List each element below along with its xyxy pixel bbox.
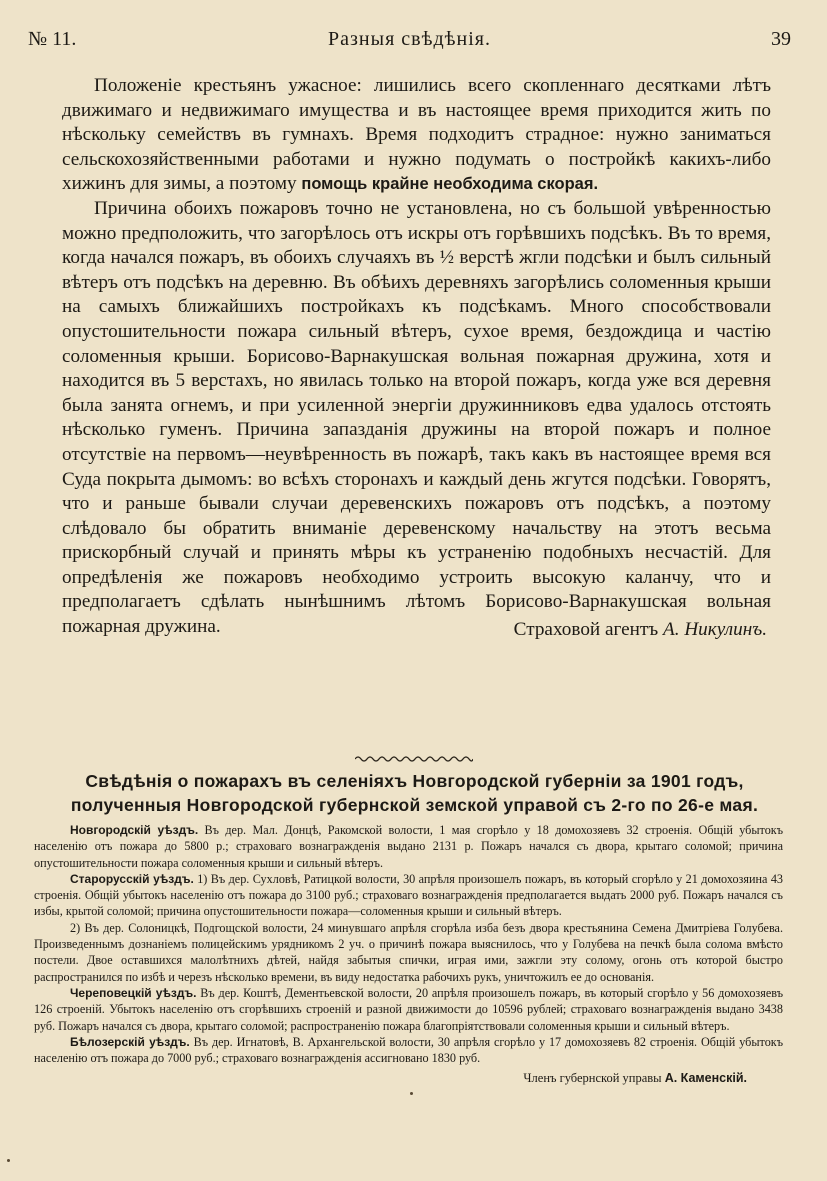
paper-speck <box>410 1092 413 1095</box>
running-title: Разныя свѣдѣнія. <box>328 28 491 50</box>
report-entry <box>34 822 783 871</box>
wavy-rule-icon <box>355 755 473 763</box>
paper-speck <box>7 1159 10 1162</box>
report-entry <box>34 1034 783 1067</box>
entry-text: 1) Въ дер. Сухловѣ, Ратицкой волости, 30 апрѣля произошелъ пожаръ, въ который сгорѣло у 21 домохозяина 43 строенія. Общій убытокъ населенію отъ пожара до 3100 руб.; страховаго вознагражденія предполагается выдать 2000 руб. Пожаръ начался съ избы, крытой соломой; причина опустошительности пожара—соломенныя крыши и сильный вѣтеръ. <box>34 871 784 919</box>
page-number: 39 <box>771 28 791 50</box>
report-title: Свѣдѣнія о пожарахъ въ селеніяхъ Новгородской губерніи за 1901 годъ, полученныя Новгородской губернской земской управой съ 2-го по 26-е мая. <box>70 771 759 815</box>
article-paragraph: Причина обоихъ пожаровъ точно не установлена, но съ большой увѣренностью можно предположить, что загорѣлось отъ искры отъ горѣвшихъ подсѣкъ. Въ то время, когда начался пожаръ, въ обоихъ случаяхъ въ ½ верстѣ жгли подсѣки и былъ сильный вѣтеръ отъ подсѣкъ на деревню. Въ обѣихъ деревняхъ загорѣлись соломенныя крыши на самыхъ ближайшихъ постройкахъ къ подсѣкамъ. Много способствовали опустошительности пожара сильный вѣтеръ, сухое время, бездождица и частію соломенныя крыши. Борисово-Варнакушская вольная пожарная дружина, хотя и находится въ 5 верстахъ, но явилась только на второй пожаръ, когда уже вся деревня была занята огнемъ, и при усиленной энергіи дружинниковъ едва удалось отстоять нѣсколько гуменъ. Причина запазданія дружины на второй пожаръ и полное отсутствіе на первомъ—неувѣренность въ пожарѣ, такъ какъ въ настоящее время вся Суда покрыта дымомъ: во всѣхъ сторонахъ и каждый день жгутся подсѣки. Говорятъ, что и раньше бывали случаи деревенскихъ пожаровъ отъ подсѣкъ, а поэтому слѣдовало бы обратить вниманіе деревенскому начальству на этотъ весьма прискорбный случай и принять мѣры къ устраненію подобныхъ несчастій. Для опредѣленія же пожаровъ необходимо устроить высокую каланчу, что и предполагаетъ сдѣлать нынѣшнимъ лѣтомъ Борисово-Варнакушская вольная пожарная дружина. <box>62 197 771 638</box>
entry-text: Въ дер. Коштѣ, Дементьевской волости, 20 апрѣля произошелъ пожаръ, въ который сгорѣло у 56 домохозяевъ 126 строеній. Убытокъ населенію отъ сгорѣвшихъ строеній и разной движимости до 10596 рублей; страховаго вознагражденія выдано 3438 руб. Пожаръ начался съ двора, крытаго соломой; распространенію пожара благопріятствовали соломенныя крыши и сильный вѣтеръ. <box>34 985 784 1033</box>
report-entry <box>34 871 783 920</box>
section-divider <box>0 748 827 767</box>
page-header <box>28 28 791 56</box>
signature-name: А. Никулинъ. <box>663 618 767 640</box>
entry-text: Въ дер. Мал. Донцѣ, Ракомской волости, 1 мая сгорѣло у 18 домохозяевъ 32 строенія. Общій убытокъ населенію отъ пожара до 5800 р.; страховаго вознагражденія выдано 2131 р. Пожаръ начался съ двора, крытаго соломой; причина опустошительности пожара соломенныя крыши и сильный вѣтеръ. <box>34 823 784 870</box>
article-body <box>62 74 771 642</box>
district-name: Бѣлозерскій уѣздъ. <box>70 1034 190 1049</box>
article-paragraph <box>62 74 771 197</box>
report-signature <box>34 1070 783 1086</box>
report-entry <box>34 985 783 1034</box>
member-role: Членъ губернской управы <box>523 1071 662 1086</box>
entry-text: 2) Въ дер. Солоницкѣ, Подгощской волости, 24 минувшаго апрѣля сгорѣла изба безъ двора крестьянина Семена Дмитріева Голубева. Произведеннымъ дознаніемъ полицейскимъ урядникомъ 2 уч. о причинѣ пожара выяснилось, что у Голубева на печкѣ была солома вмѣсто постели. Двое оставшихся малолѣтнихъ дѣтей, найдя забытыя спички, играя ими, зажгли эту солому, огонь отъ которой быстро распространился по избѣ и черезъ нѣсколько времени, въ виду недостатка рабочихъ рукъ, уничтожилъ ее до основанія. <box>34 920 783 984</box>
district-name: Новгородскій уѣздъ. <box>70 823 199 837</box>
fire-report <box>34 822 783 1087</box>
report-entry <box>34 920 783 985</box>
emphasis-text: помощь крайне необходима скорая. <box>301 175 599 194</box>
issue-number: № 11. <box>28 28 77 50</box>
signature-role: Страховой агентъ <box>513 618 659 640</box>
paragraph-text: Положеніе крестьянъ ужасное: лишились всего скопленнаго десятками лѣтъ движимаго и недвижимаго имущества и въ настоящее время приходится жить по нѣскольку семействъ въ гумнахъ. Время подходитъ страдное: нужно заниматься сельскохозяйственными работами и нужно подумать о постройкѣ какихъ-либо хижинъ для зимы, а поэтому <box>62 75 771 195</box>
district-name: Череповецкій уѣздъ. <box>70 985 197 1000</box>
member-name: А. Каменскій. <box>664 1071 747 1086</box>
entry-text: Въ дер. Игнатовѣ, В. Архангельской волости, 30 апрѣля сгорѣло у 17 домохозяевъ 82 строенія. Общій убытокъ населенію отъ пожара до 7000 руб.; страховаго вознагражденія ассигновано 1830 руб. <box>34 1034 784 1066</box>
district-name: Старорусскій уѣздъ. <box>70 871 194 886</box>
